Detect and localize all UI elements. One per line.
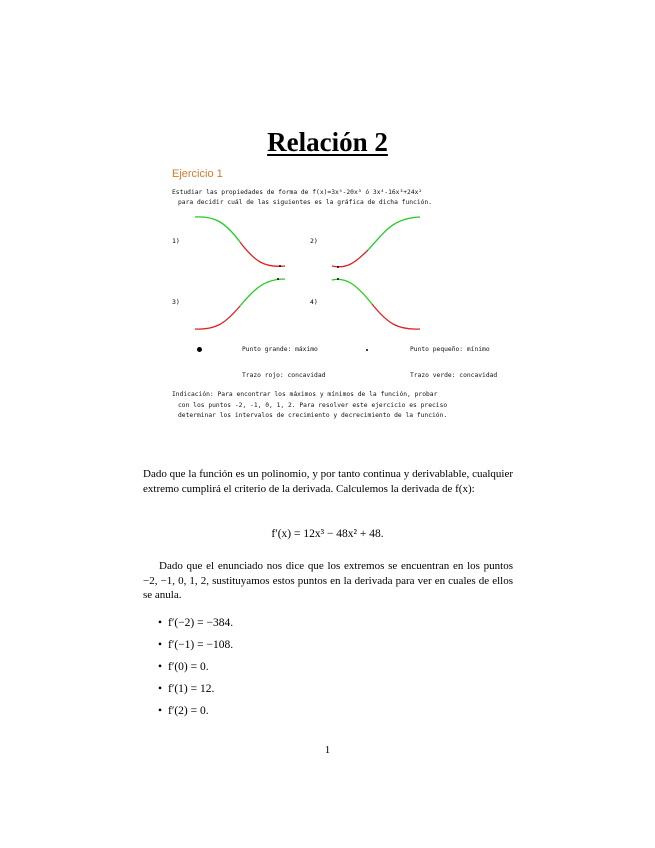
- list-item: [158, 639, 233, 651]
- graph-3-max-point: [277, 278, 279, 280]
- list-item-text: f′(2) = 0.: [168, 705, 209, 717]
- graph-4: [328, 274, 428, 334]
- bullet-icon: •: [158, 661, 163, 673]
- bullet-icon: •: [158, 617, 163, 629]
- paragraph-2: Dado que el enunciado nos dice que los extremos se encuentran en los puntos −2, −1, 0, 1, 2, sustituyamos estos puntos en la derivada para ver en cuales de ellos se anula.: [143, 560, 513, 601]
- list-item-text: f′(−1) = −108.: [168, 639, 234, 651]
- graph-label-4: 4): [310, 298, 318, 306]
- list-item: [158, 661, 209, 673]
- graph-3: [190, 274, 290, 334]
- graph-label-3: 3): [172, 298, 180, 306]
- hint-line-3: determinar los intervalos de crecimiento y decrecimiento de la función.: [178, 412, 448, 419]
- graph-2-red-trace: [332, 250, 368, 267]
- graph-4-green-trace: [332, 279, 372, 304]
- page-title: Relación 2: [267, 127, 388, 157]
- exercise-label: Ejercicio 1: [172, 168, 223, 180]
- graph-4-max-point: [337, 278, 339, 280]
- list-item-text: f′(1) = 12.: [168, 683, 215, 695]
- page-number: 1: [324, 744, 331, 756]
- bullet-icon: •: [158, 639, 163, 651]
- graph-2: [328, 212, 428, 272]
- list-item-text: f′(0) = 0.: [168, 661, 209, 673]
- graph-2-min-point: [337, 266, 339, 268]
- graph-1-green-trace: [195, 217, 240, 242]
- big-point-marker: [197, 347, 202, 352]
- graph-2-green-trace: [368, 217, 420, 250]
- paragraph-1: Dado que la función es un polinomio, y por tanto continua y derivablable, cualquier extremo cumplirá el criterio de la derivada. Calculemos la derivada de f(x):: [143, 468, 513, 495]
- graph-1-min-point: [279, 265, 281, 267]
- list-item: [158, 617, 233, 629]
- graph-1: [190, 212, 290, 272]
- hint-line-1: Indicación: Para encontrar los máximos y mínimos de la función, probar: [172, 391, 438, 398]
- small-point-marker: [366, 349, 368, 351]
- derivative-formula: f′(x) = 12x³ − 48x² + 48.: [271, 528, 384, 540]
- graph-1-red-trace: [240, 242, 285, 266]
- legend-red-trace: Trazo rojo: concavidad: [242, 372, 326, 379]
- statement-line-1: Estudiar las propiedades de forma de f(x)=3x⁵-20x³ ó 3x⁴-16x³+24x²: [172, 189, 423, 196]
- graph-3-green-trace: [240, 279, 285, 306]
- list-item: [158, 705, 209, 717]
- graph-3-red-trace: [195, 306, 240, 329]
- graph-label-2: 2): [310, 237, 318, 245]
- legend-green-trace: Trazo verde: concavidad: [410, 372, 498, 379]
- graph-label-1: 1): [172, 237, 180, 245]
- list-item: [158, 683, 214, 695]
- legend-small-point: Punto pequeño: mínimo: [410, 346, 490, 353]
- list-item-text: f′(−2) = −384.: [168, 617, 234, 629]
- legend-big-point: Punto grande: máximo: [242, 346, 318, 353]
- graph-4-red-trace: [372, 304, 420, 329]
- bullet-icon: •: [158, 705, 163, 717]
- hint-line-2: con los puntos -2, -1, 0, 1, 2. Para resolver este ejercicio es preciso: [178, 402, 448, 409]
- bullet-icon: •: [158, 683, 163, 695]
- statement-line-2: para decidir cuál de las siguientes es la gráfica de dicha función.: [178, 199, 433, 206]
